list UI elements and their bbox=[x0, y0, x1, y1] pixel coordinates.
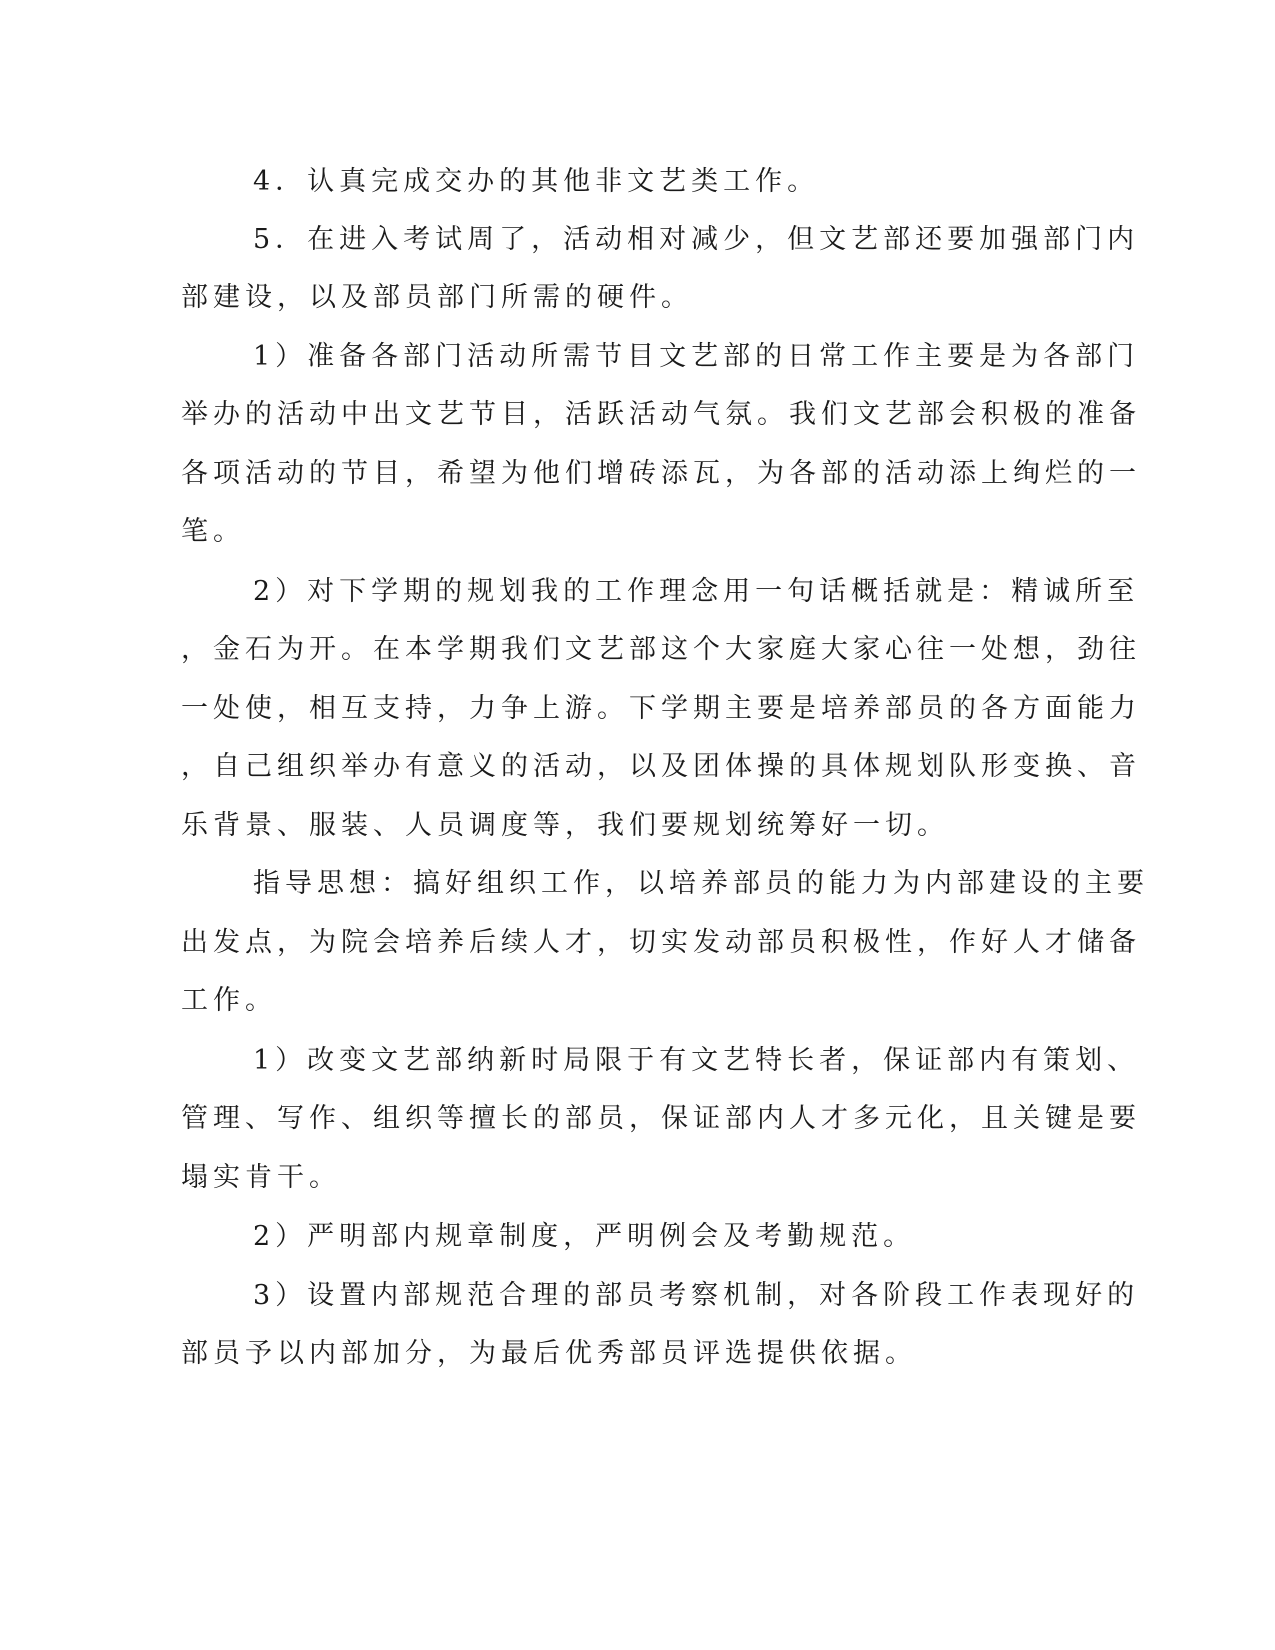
text-line: 2）对下学期的规划我的工作理念用一句话概括就是：精诚所至 bbox=[253, 576, 1140, 607]
text-line: 塌实肯干。 bbox=[181, 1162, 341, 1193]
text-line: 5．在进入考试周了，活动相对减少，但文艺部还要加强部门内 bbox=[253, 224, 1140, 255]
text-line: 各项活动的节目，希望为他们增砖添瓦，为各部的活动添上绚烂的一 bbox=[181, 458, 1141, 489]
text-line: 1）准备各部门活动所需节目文艺部的日常工作主要是为各部门 bbox=[253, 341, 1140, 372]
text-line: 工作。 bbox=[181, 985, 277, 1016]
text-line: ，金石为开。在本学期我们文艺部这个大家庭大家心往一处想，劲往 bbox=[181, 634, 1141, 665]
text-line: 管理、写作、组织等擅长的部员，保证部内人才多元化，且关键是要 bbox=[181, 1103, 1141, 1134]
text-line: 一处使，相互支持，力争上游。下学期主要是培养部员的各方面能力 bbox=[181, 693, 1141, 724]
text-line: 1）改变文艺部纳新时局限于有文艺特长者，保证部内有策划、 bbox=[253, 1045, 1140, 1076]
text-line: ，自己组织举办有意义的活动，以及团体操的具体规划队形变换、音 bbox=[181, 751, 1141, 782]
text-line: 笔。 bbox=[181, 516, 245, 547]
text-line: 部员予以内部加分，为最后优秀部员评选提供依据。 bbox=[181, 1338, 917, 1369]
text-line: 指导思想：搞好组织工作，以培养部员的能力为内部建设的主要 bbox=[253, 868, 1149, 899]
text-line: 部建设，以及部员部门所需的硬件。 bbox=[181, 282, 693, 313]
text-line: 4．认真完成交办的其他非文艺类工作。 bbox=[253, 166, 820, 197]
text-line: 2）严明部内规章制度，严明例会及考勤规范。 bbox=[253, 1221, 916, 1252]
text-line: 举办的活动中出文艺节目，活跃活动气氛。我们文艺部会积极的准备 bbox=[181, 399, 1141, 430]
text-line: 出发点，为院会培养后续人才，切实发动部员积极性，作好人才储备 bbox=[181, 927, 1141, 958]
text-line: 乐背景、服装、人员调度等，我们要规划统筹好一切。 bbox=[181, 810, 949, 841]
text-line: 3）设置内部规范合理的部员考察机制，对各阶段工作表现好的 bbox=[253, 1280, 1140, 1311]
